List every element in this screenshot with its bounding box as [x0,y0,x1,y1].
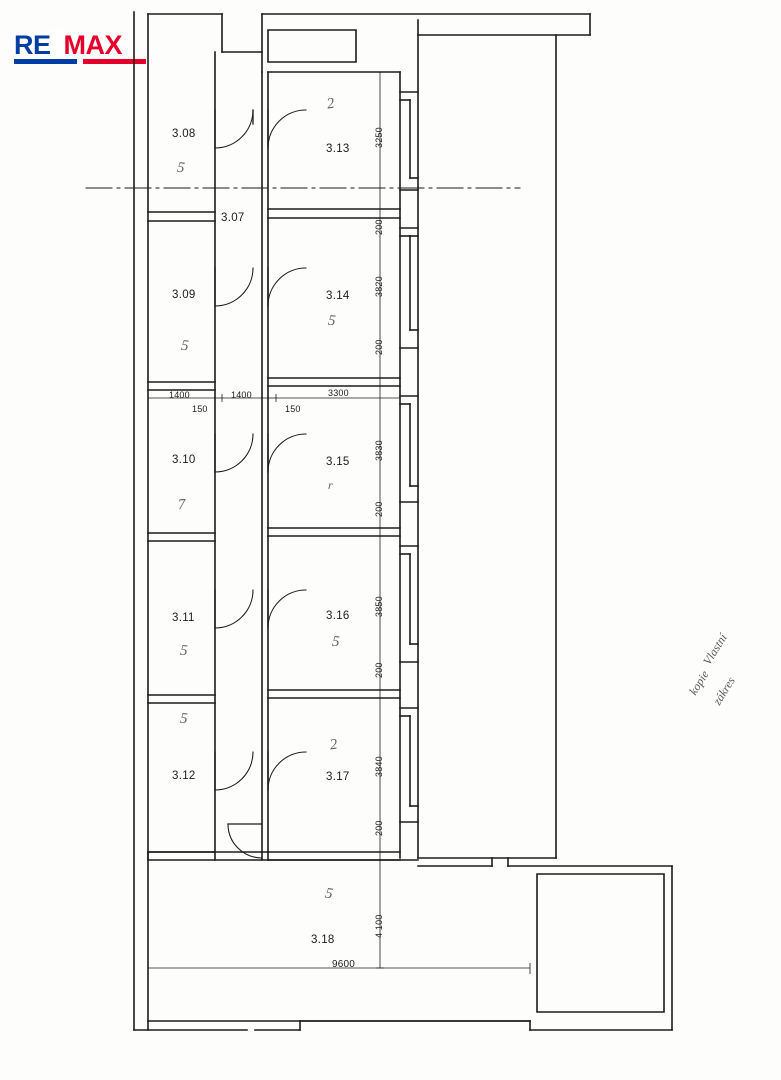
room-label-3-07: 3.07 [221,212,245,224]
handwritten-mark-8: r [327,477,334,493]
room-label-3-09: 3.09 [172,289,196,301]
dim-200-c: 200 [374,501,384,517]
handwritten-mark-10: 2 [328,736,339,754]
handwritten-mark-2: 5 [180,337,190,355]
handwritten-mark-9: 5 [331,633,341,651]
room-label-3-11: 3.11 [172,612,195,624]
room-label-3-14: 3.14 [326,290,350,302]
dim-9600: 9600 [332,959,356,970]
room-label-3-18: 3.18 [311,934,335,946]
dim-200-a: 200 [374,219,384,235]
room-label-3-13: 3.13 [326,143,350,155]
dim-3830: 3830 [374,440,384,461]
dim-3840: 3840 [374,756,384,777]
corner-note-line-2: kopie [686,667,712,698]
room-label-3-08: 3.08 [172,128,196,140]
handwritten-mark-7: 5 [327,312,337,330]
dim-3250: 3250 [374,127,384,148]
handwritten-mark-1: 5 [175,159,186,177]
dim-3300: 3300 [328,388,349,398]
room-label-3-10: 3.10 [172,454,196,466]
logo-text-re: RE [14,29,51,60]
room-label-3-17: 3.17 [326,771,350,783]
dim-3850: 3850 [374,596,384,617]
handwritten-mark-5: 5 [179,710,189,728]
dim-150-b: 150 [285,404,301,414]
dim-1400-b: 1400 [231,390,252,400]
handwritten-mark-6: 2 [325,95,336,113]
dim-200-b: 200 [374,339,384,355]
dim-200-d: 200 [374,662,384,678]
dim-200-e: 200 [374,820,384,836]
room-label-3-12: 3.12 [172,770,196,782]
corner-note-line-1: Vlastní [700,631,730,668]
handwritten-mark-4: 5 [179,642,189,660]
dim-3820: 3820 [374,276,384,297]
handwritten-mark-11: 5 [323,885,334,903]
room-label-3-16: 3.16 [326,610,350,622]
dim-150-a: 150 [192,404,208,414]
dim-1400-a: 1400 [169,390,190,400]
handwritten-mark-3: 7 [177,496,187,514]
dim-4100: 4 100 [374,914,384,938]
logo-text-max: MAX [63,29,123,60]
corner-note-line-3: zákres [710,674,738,708]
room-label-3-15: 3.15 [326,456,350,468]
